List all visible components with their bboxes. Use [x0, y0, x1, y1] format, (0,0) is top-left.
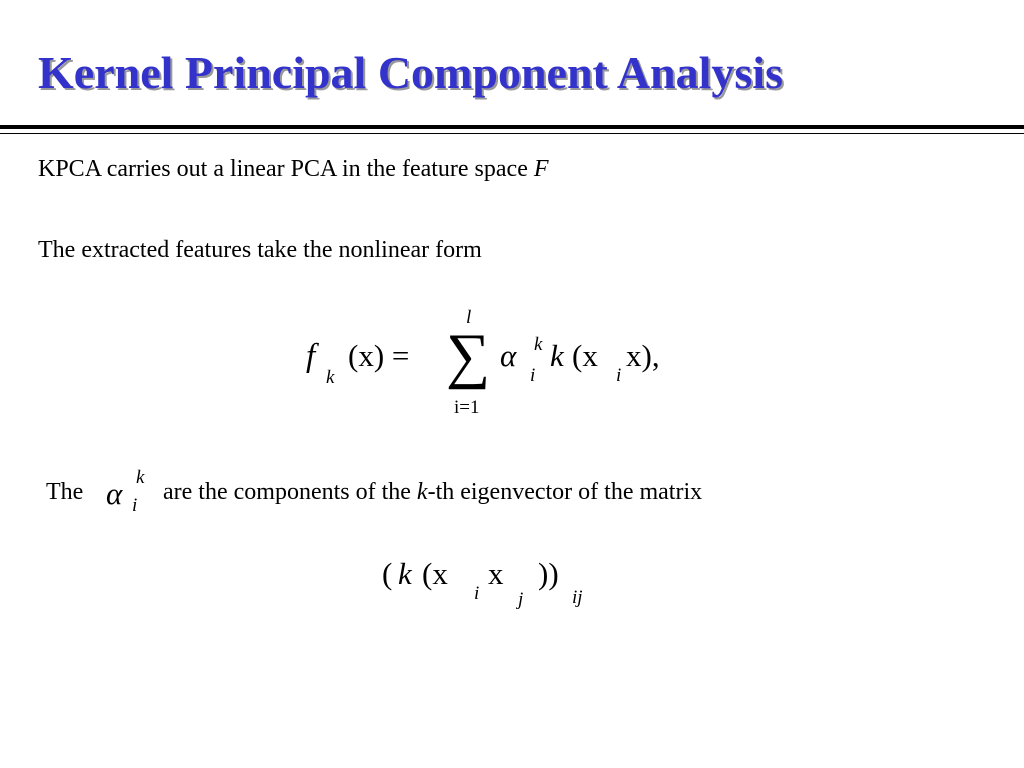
- statement-alpha-prefix: The: [46, 479, 84, 505]
- matrix-kernel-open: (x: [422, 556, 448, 591]
- formula-f: f: [306, 338, 316, 374]
- statement-nonlinear-form: The extracted features take the nonlinear form: [38, 237, 482, 263]
- matrix-subscript-i: i: [474, 583, 480, 604]
- matrix-subscript-ij: ij: [572, 587, 583, 608]
- formula-lhs-argument: (x) =: [348, 338, 410, 373]
- matrix-kernel-k: k: [398, 556, 412, 591]
- formula-kernel-open: (x: [572, 338, 598, 373]
- formula-sum-symbol: ∑: [446, 322, 491, 390]
- formula-alpha-subscript: i: [530, 365, 536, 386]
- eigenvector-index-symbol: k: [416, 479, 428, 505]
- formula-sum-upper-limit: l: [466, 307, 472, 328]
- formula-rhs-end: x),: [626, 338, 660, 373]
- statement-alpha-suffix: -th eigenvector of the matrix: [427, 479, 703, 505]
- statement-kpca-text: KPCA carries out a linear PCA in the feature space: [38, 156, 534, 182]
- formula-x-subscript: i: [616, 365, 622, 386]
- matrix-subscript-j: j: [518, 589, 524, 610]
- formula-f-subscript: k: [326, 367, 335, 388]
- formula-alpha-superscript: k: [534, 334, 543, 355]
- alpha-inline-subscript: i: [132, 495, 138, 516]
- matrix-x-j: x: [488, 556, 504, 591]
- feature-space-symbol: F: [533, 156, 549, 182]
- statement-alpha-middle: are the components of the: [163, 479, 417, 505]
- formula-alpha: α: [500, 338, 517, 373]
- matrix-close-parens: )): [538, 556, 559, 591]
- alpha-inline-superscript: k: [136, 467, 145, 488]
- matrix-open-paren: (: [382, 556, 393, 591]
- formula-kernel-k: k: [550, 338, 564, 373]
- alpha-inline: α: [106, 476, 123, 511]
- slide-title: Kernel Principal Component Analysis: [38, 47, 783, 98]
- formula-sum-lower-limit: i=1: [454, 397, 480, 418]
